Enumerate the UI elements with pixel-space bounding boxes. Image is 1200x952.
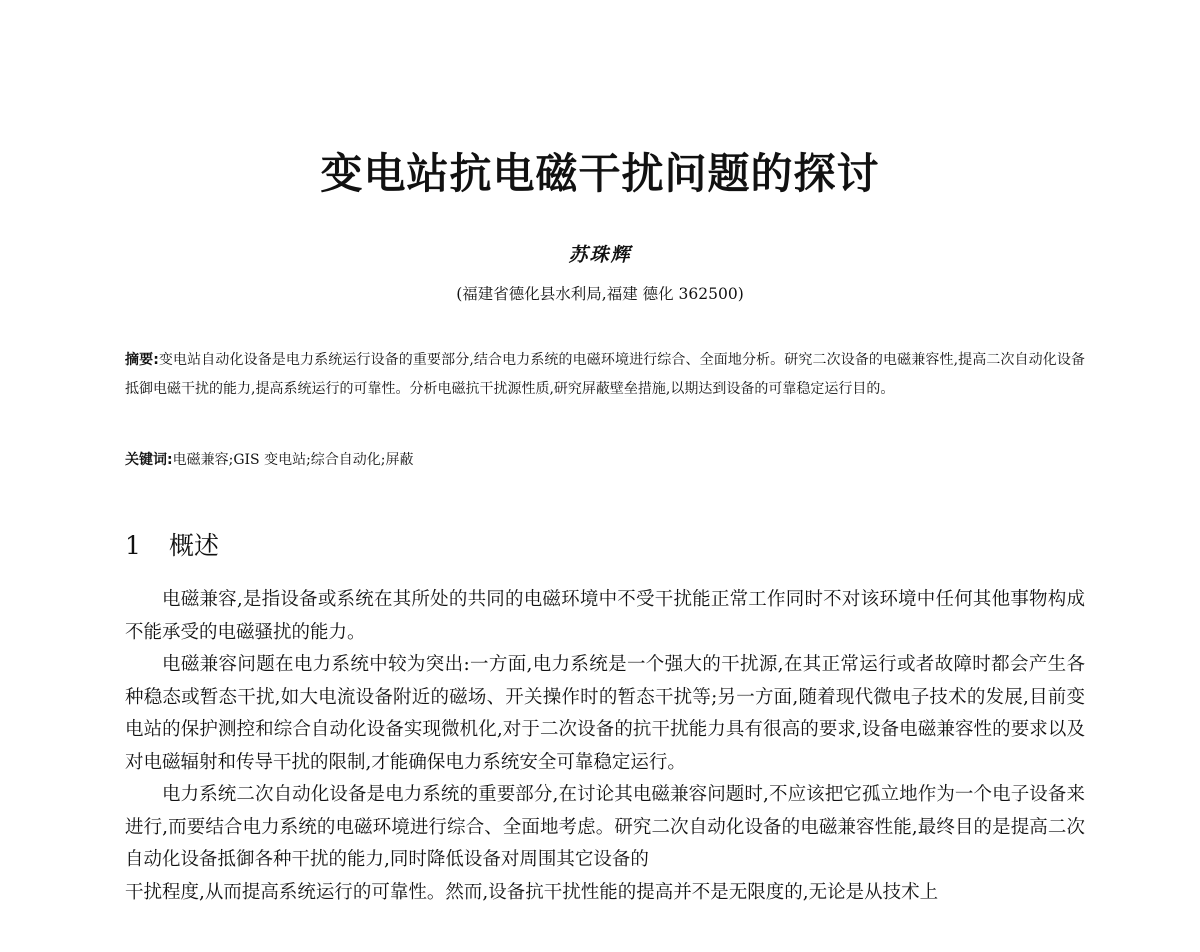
keywords-label: 关键词: bbox=[125, 452, 173, 468]
abstract-text: 变电站自动化设备是电力系统运行设备的重要部分,结合电力系统的电磁环境进行综合、全面地分析。研究二次设备的电磁兼容性,提高二次自动化设备抵御电磁干扰的能力,提高系统运行的可靠性。分析电磁抗干扰源性质,研究屏蔽壁垒措施,以期达到设备的可靠稳定运行目的。 bbox=[125, 352, 1085, 397]
section-body bbox=[125, 584, 1085, 909]
keywords bbox=[125, 447, 1085, 473]
paper-title: 变电站抗电磁干扰问题的探讨 bbox=[320, 149, 880, 198]
body-paragraph: 电磁兼容,是指设备或系统在其所处的共同的电磁环境中不受干扰能正常工作同时不对该环境中任何其他事物构成不能承受的电磁骚扰的能力。 bbox=[125, 589, 1085, 643]
body-paragraph: 电磁兼容问题在电力系统中较为突出:一方面,电力系统是一个强大的干扰源,在其正常运行或者故障时都会产生各种稳态或暂态干扰,如大电流设备附近的磁场、开关操作时的暂态干扰等;另一方面,随着现代微电子技术的发展,目前变电站的保护测控和综合自动化设备实现微机化,对于二次设备的抗干扰能力具有很高的要求,设备电磁兼容性的要求以及对电磁辐射和传导干扰的限制,才能确保电力系统安全可靠稳定运行。 bbox=[125, 654, 1085, 773]
abstract bbox=[125, 346, 1085, 404]
section-heading bbox=[125, 526, 219, 566]
author-name: 苏珠辉 bbox=[568, 244, 632, 266]
body-paragraph-cut-line: 干扰程度,从而提高系统运行的可靠性。然而,设备抗干扰性能的提高并不是无限度的,无论是从技术上 bbox=[125, 881, 939, 903]
section-number: 1 bbox=[125, 531, 141, 560]
keywords-text: 电磁兼容;GIS 变电站;综合自动化;屏蔽 bbox=[172, 452, 414, 468]
section-title: 概述 bbox=[169, 531, 220, 560]
body-paragraph: 电力系统二次自动化设备是电力系统的重要部分,在讨论其电磁兼容问题时,不应该把它孤立地作为一个电子设备来进行,而要结合电力系统的电磁环境进行综合、全面地考虑。研究二次自动化设备的电磁兼容性能,最终目的是提高二次自动化设备抵御各种干扰的能力,同时降低设备对周围其它设备的 bbox=[125, 784, 1085, 870]
abstract-label: 摘要: bbox=[125, 352, 159, 368]
author-affiliation: (福建省德化县水利局,福建 德化 362500) bbox=[456, 285, 744, 303]
